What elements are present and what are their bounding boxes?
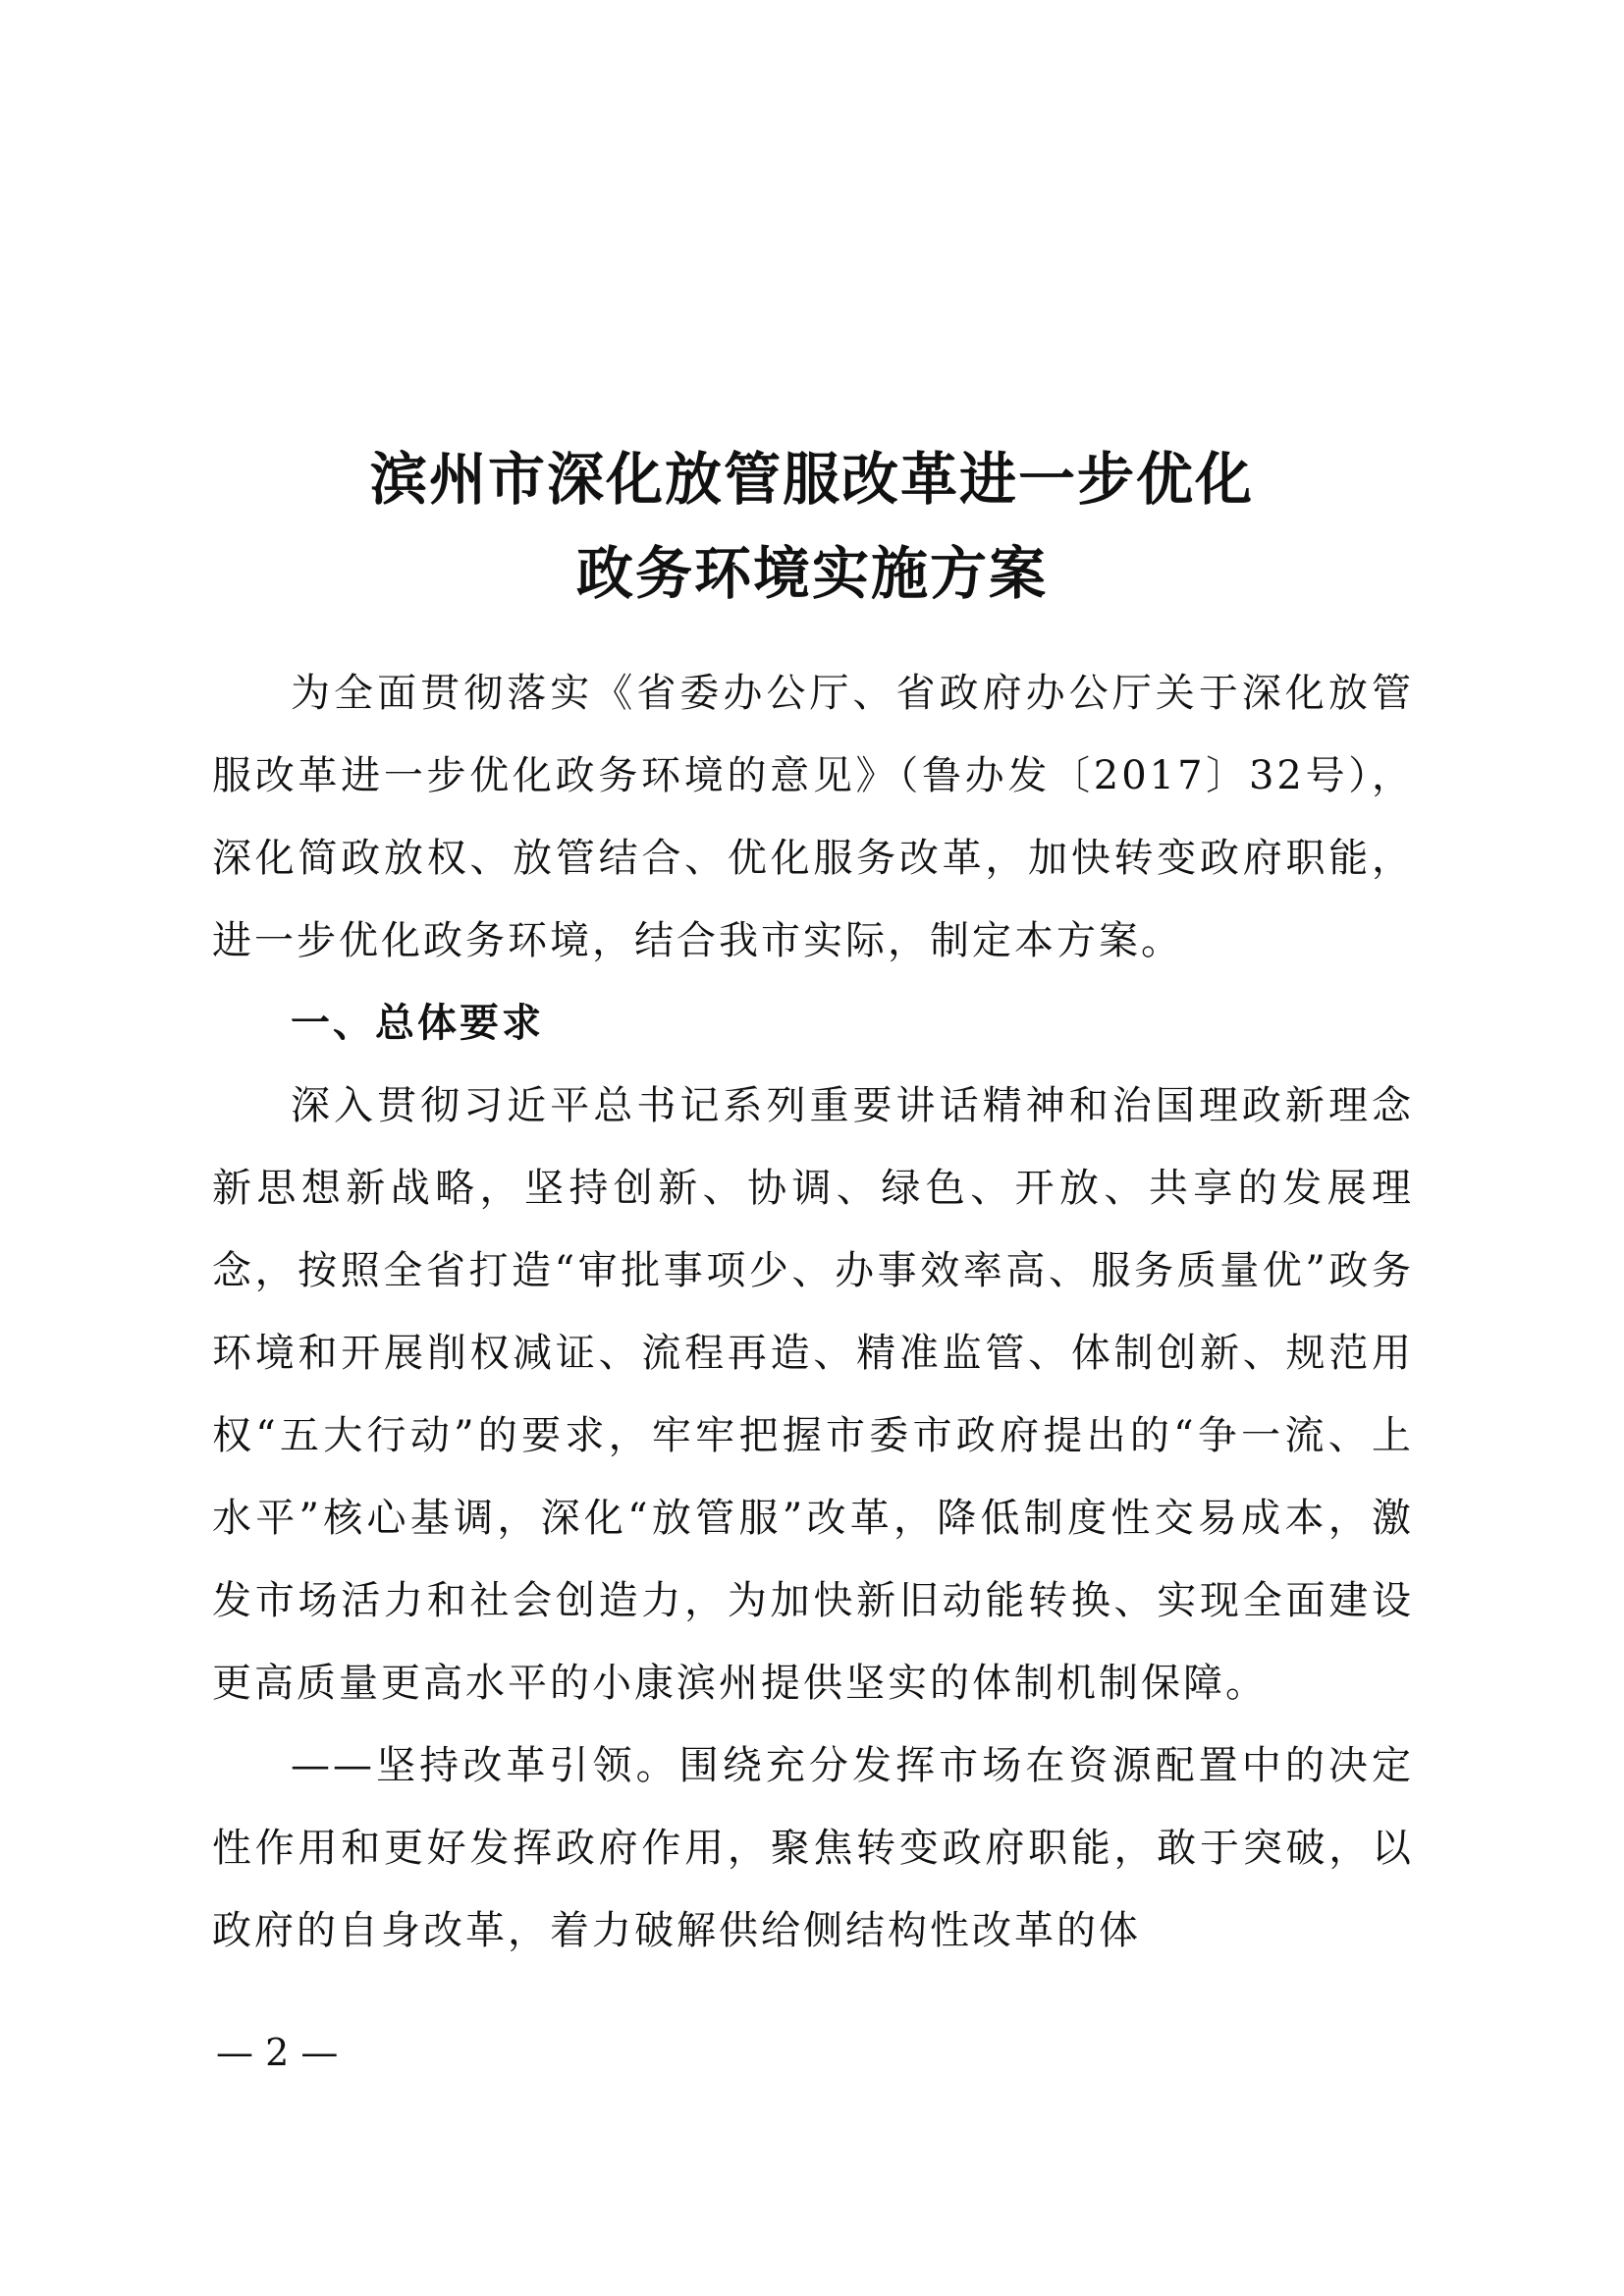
principle-paragraph: ——坚持改革引领。围绕充分发挥市场在资源配置中的决定性作用和更好发挥政府作用，聚焦转变政府职能，敢于突破，以政府的自身改革，着力破解供给侧结构性改革的体 <box>212 1743 1414 1953</box>
page-number: — 2 — <box>216 2031 339 2074</box>
intro-paragraph: 为全面贯彻落实《省委办公厅、省政府办公厅关于深化放管服改革进一步优化政务环境的意见》（鲁办发〔2017〕32号），深化简政放权、放管结合、优化服务改革，加快转变政府职能，进一步优化政务环境，结合我市实际，制定本方案。 <box>212 671 1414 963</box>
section-heading: 一、总体要求 <box>291 1001 544 1046</box>
title-line-2: 政务环境实施方案 <box>575 540 1048 607</box>
document-title <box>196 432 1428 621</box>
title-line-1: 滨州市深化放管服改革进一步优化 <box>369 446 1254 513</box>
body-paragraph: 深入贯彻习近平总书记系列重要讲话精神和治国理政新理念新思想新战略，坚持创新、协调、绿色、开放、共享的发展理念，按照全省打造“审批事项少、办事效率高、服务质量优”政务环境和开展削权减证、流程再造、精准监管、体制创新、规范用权“五大行动”的要求，牢牢把握市委市政府提出的“争一流、上水平”核心基调，深化“放管服”改革，降低制度性交易成本，激发市场活力和社会创造力，为加快新旧动能转换、实现全面建设更高质量更高水平的小康滨州提供坚实的体制机制保障。 <box>212 1083 1414 1706</box>
document-body <box>212 652 1414 1972</box>
